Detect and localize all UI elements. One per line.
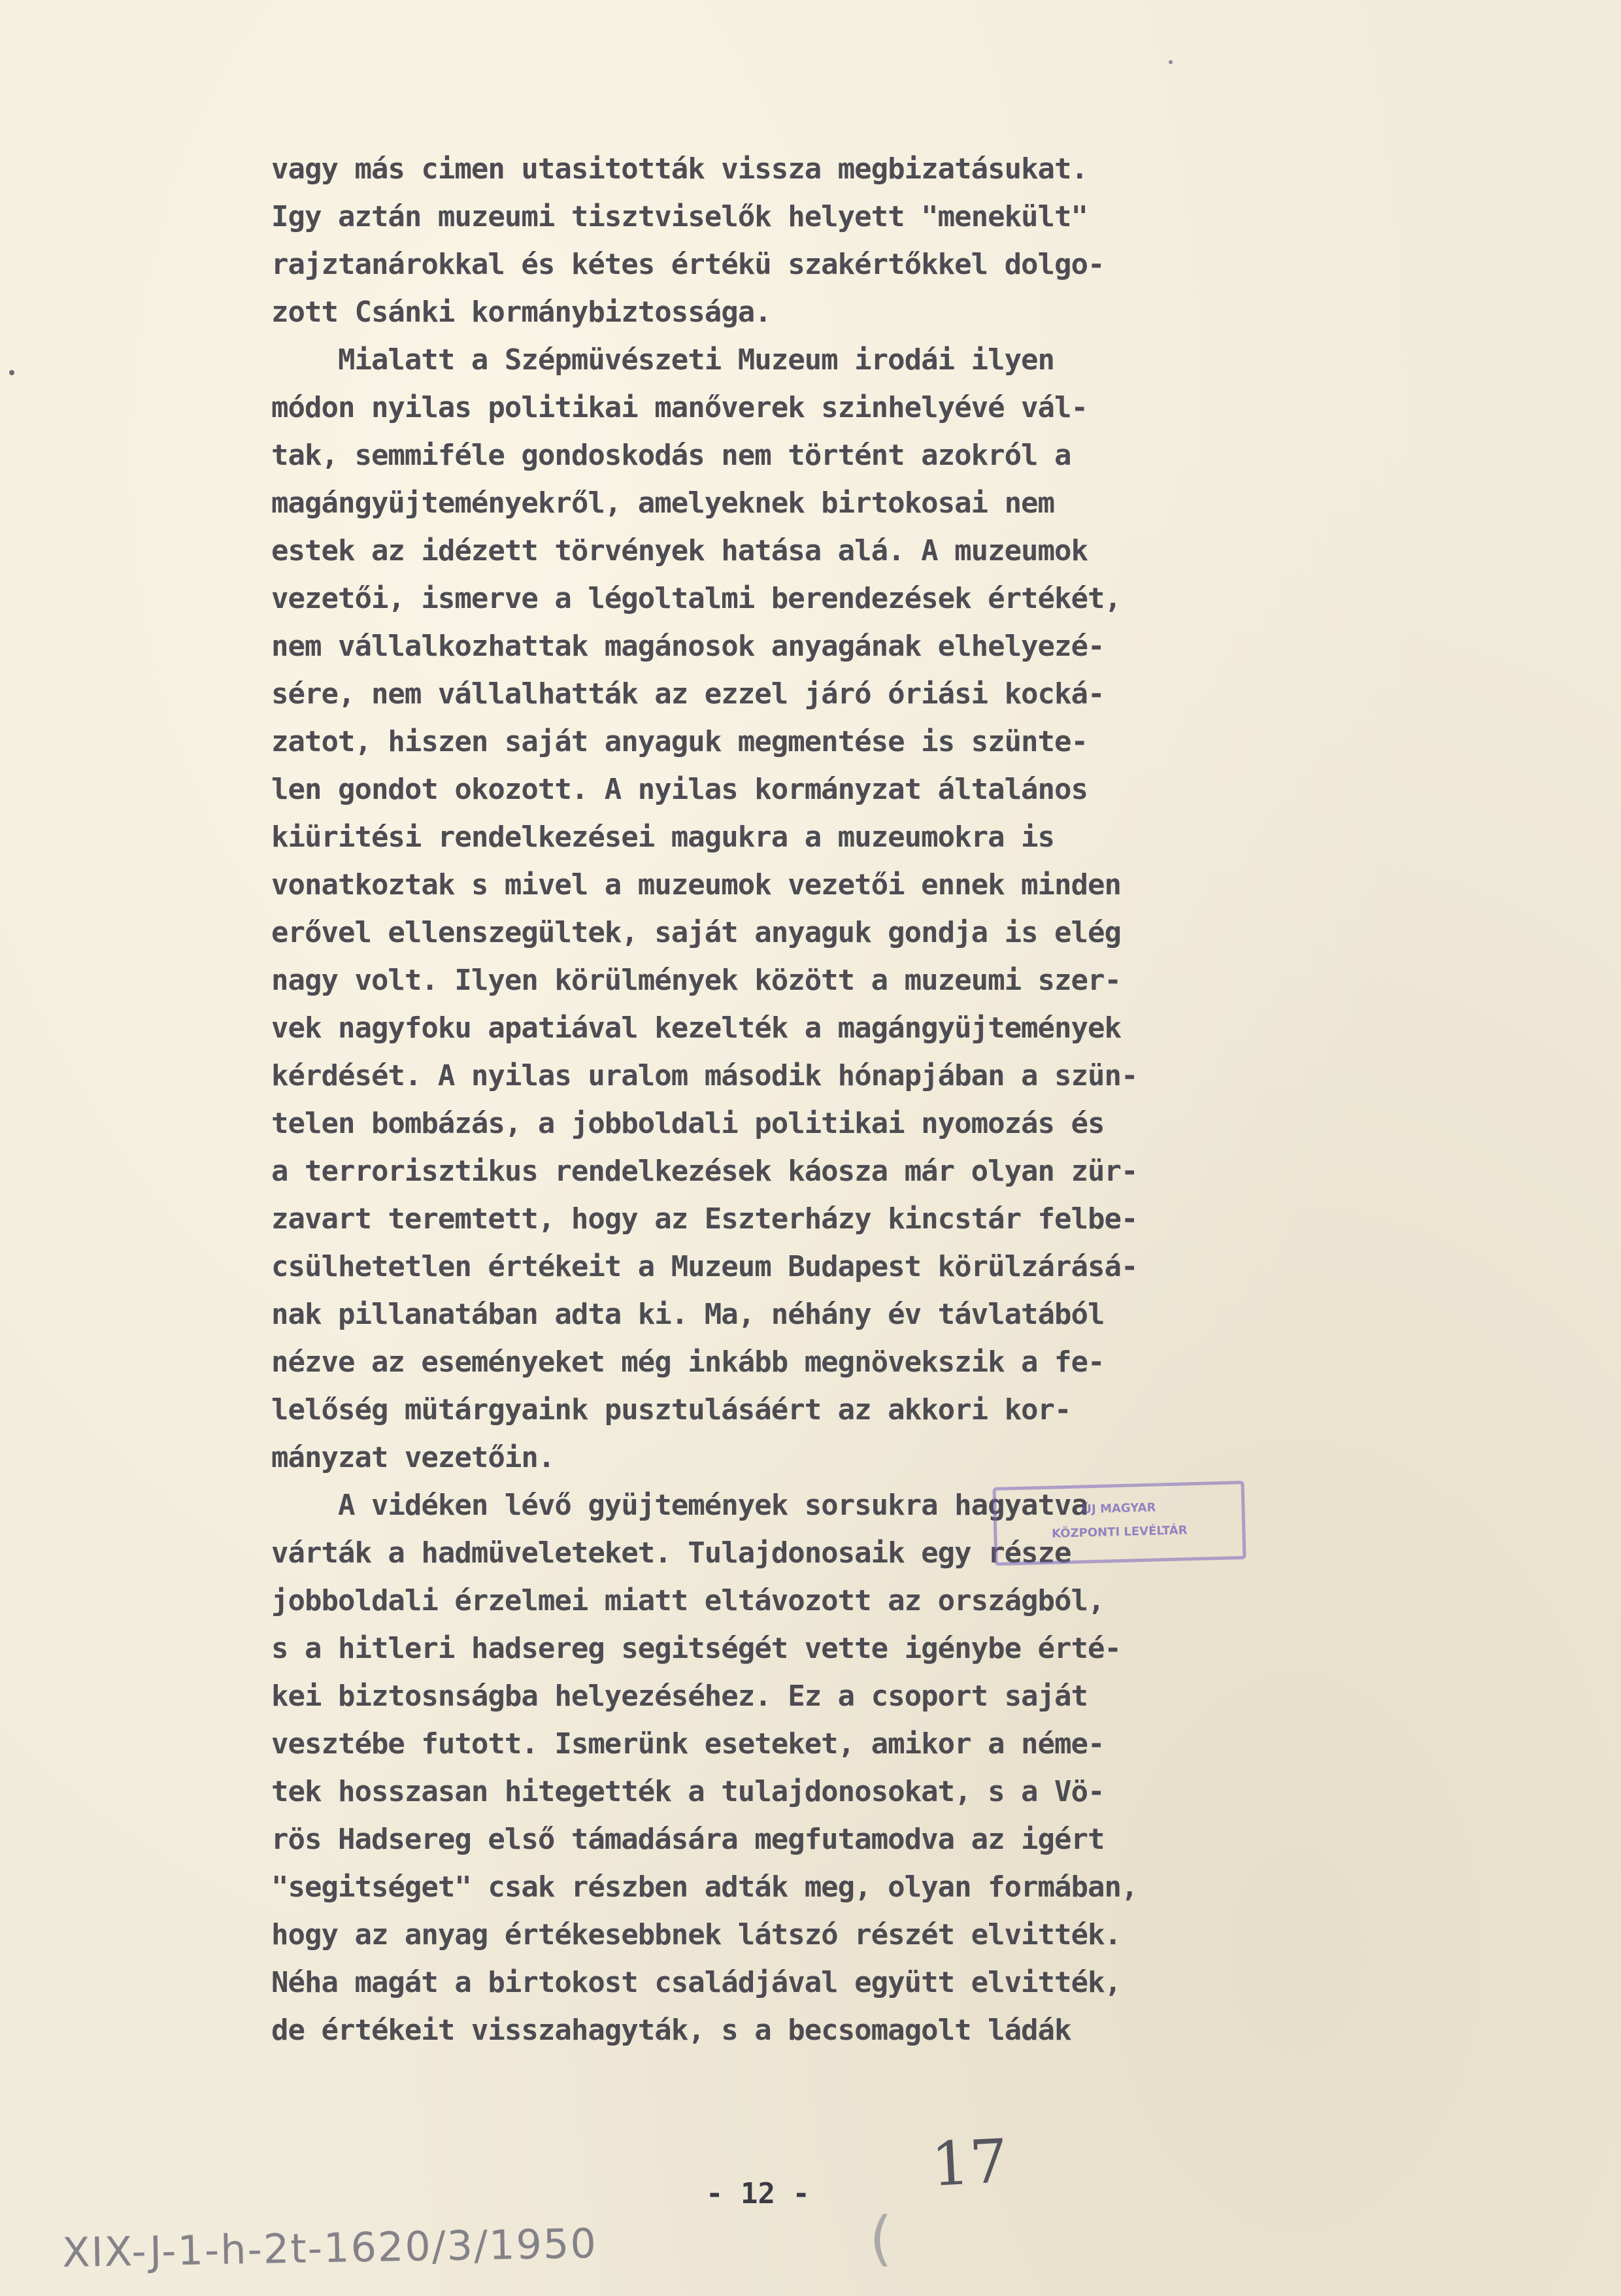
text-line: jobboldali érzelmei miatt eltávozott az országból, — [271, 1584, 1105, 1617]
stamp-line: ÚJ MAGYAR — [1082, 1500, 1156, 1517]
text-line: kiüritési rendelkezései magukra a muzeumokra is — [271, 820, 1055, 854]
text-line: zavart teremtett, hogy az Eszterházy kincstár felbe- — [271, 1202, 1138, 1236]
paper-speck — [9, 370, 14, 375]
text-line: erővel ellenszegültek, saját anyaguk gondja is elég — [271, 916, 1122, 949]
text-line: nem vállalkozhattak magánosok anyagának elhelyezé- — [271, 630, 1105, 663]
typewritten-body — [271, 145, 1330, 2054]
text-line: vonatkoztak s mivel a muzeumok vezetői ennek minden — [271, 868, 1122, 902]
text-line: kérdését. A nyilas uralom második hónapjában a szün- — [271, 1059, 1138, 1092]
text-line: csülhetetlen értékeit a Muzeum Budapest körülzárásá- — [271, 1250, 1138, 1283]
text-line: s a hitleri hadsereg segitségét vette igénybe érté- — [271, 1632, 1122, 1665]
paper-speck — [1169, 60, 1173, 64]
text-line: lelőség mütárgyaink pusztulásáért az akkori kor- — [271, 1393, 1071, 1427]
text-line: rajztanárokkal és kétes értékü szakértőkkel dolgo- — [271, 248, 1105, 281]
text-line: Igy aztán muzeumi tisztviselők helyett "menekült" — [271, 200, 1088, 233]
text-line: telen bombázás, a jobboldali politikai nyomozás és — [271, 1107, 1105, 1140]
text-line: nak pillanatában adta ki. Ma, néhány év távlatából — [271, 1298, 1105, 1331]
text-line: tek hosszasan hitegették a tulajdonosokat, s a Vö- — [271, 1775, 1105, 1808]
text-line: nézve az eseményeket még inkább megnövekszik a fe- — [271, 1345, 1105, 1379]
text-line: vesztébe futott. Ismerünk eseteket, amikor a néme- — [271, 1727, 1105, 1761]
text-line: várták a hadmüveleteket. Tulajdonosaik egy része — [271, 1536, 1071, 1570]
text-line: estek az idézett törvények hatása alá. A muzeumok — [271, 534, 1088, 567]
text-line: a terrorisztikus rendelkezések káosza már olyan zür- — [271, 1155, 1138, 1188]
text-line: mányzat vezetőin. — [271, 1441, 555, 1474]
text-line: de értékeit visszahagyták, s a becsomagolt ládák — [271, 2014, 1071, 2047]
text-line: zott Csánki kormánybiztossága. — [271, 295, 771, 329]
text-line: vek nagyfoku apatiával kezelték a magángyüjtemények — [271, 1011, 1122, 1045]
text-line: sére, nem vállalhatták az ezzel járó óriási kocká- — [271, 677, 1105, 711]
text-line: A vidéken lévő gyüjtemények sorsukra hagyatva — [271, 1489, 1088, 1522]
text-line: kei biztosnságba helyezéséhez. Ez a csoport saját — [271, 1680, 1088, 1713]
text-line: vezetői, ismerve a légoltalmi berendezések értékét, — [271, 582, 1122, 615]
text-line: "segitséget" csak részben adták meg, olyan formában, — [271, 1870, 1138, 1904]
archive-stamp — [992, 1481, 1246, 1566]
stamp-line: KÖZPONTI LEVÉLTÁR — [1051, 1523, 1188, 1541]
text-line: zatot, hiszen saját anyaguk megmentése is szünte- — [271, 725, 1088, 758]
text-line: tak, semmiféle gondoskodás nem történt azokról a — [271, 439, 1071, 472]
text-line: módon nyilas politikai manőverek szinhelyévé vál- — [271, 391, 1088, 424]
text-line: magángyüjteményekről, amelyeknek birtokosai nem — [271, 486, 1055, 520]
text-line: len gondot okozott. A nyilas kormányzat általános — [271, 773, 1088, 806]
text-line: vagy más cimen utasitották vissza megbizatásukat. — [271, 152, 1088, 186]
text-line: Mialatt a Szépmüvészeti Muzeum irodái ilyen — [271, 343, 1055, 377]
text-line: hogy az anyag értékesebbnek látszó részét elvitték. — [271, 1918, 1122, 1951]
handwritten-folio-number: 17 — [929, 2126, 1010, 2200]
text-line: Néha magát a birtokost családjával együtt elvitték, — [271, 1966, 1122, 1999]
text-line: nagy volt. Ilyen körülmények között a muzeumi szer- — [271, 964, 1122, 997]
page-number: - 12 - — [706, 2177, 810, 2210]
archive-signature: XIX-J-1-h-2t-1620/3/1950 — [61, 2219, 598, 2277]
text-line: rös Hadsereg első támadására megfutamodva az igért — [271, 1823, 1105, 1856]
pencil-mark: ( — [869, 2204, 893, 2273]
